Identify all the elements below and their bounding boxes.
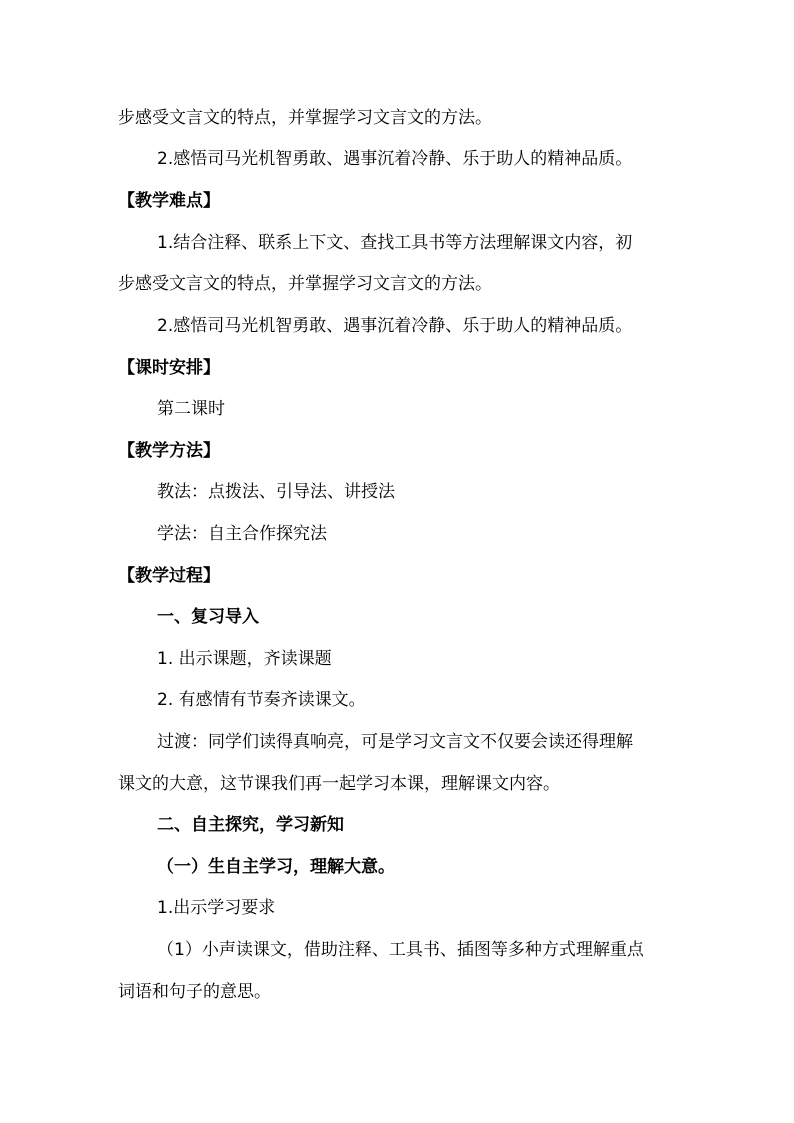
process-step-1-heading: 一、复习导入 [157,607,259,627]
learning-requirements-title: 1.出示学习要求 [157,898,276,918]
process-substep-heading: （一）生自主学习，理解大意。 [157,857,395,877]
section-heading-methods: 【教学方法】 [118,441,220,461]
transition-paragraph-continuation: 课文的大意，这节课我们再一起学习本课，理解课文内容。 [118,774,560,794]
section-heading-process: 【教学过程】 [118,566,220,586]
process-step-2-heading: 二、自主探究，学习新知 [157,815,344,835]
difficulty-item-1-continuation: 步感受文言文的特点，并掌握学习文言文的方法。 [118,274,492,294]
learning-requirement-1-continuation: 词语和句子的意思。 [118,982,271,1002]
learning-method: 学法：自主合作探究法 [157,524,327,544]
objective-item-2: 2.感悟司马光机智勇敢、遇事沉着冷静、乐于助人的精神品质。 [157,149,633,169]
section-heading-difficulties: 【教学难点】 [118,191,220,211]
schedule-text: 第二课时 [157,399,225,419]
process-step-1-item-2: 2. 有感情有节奏齐读课文。 [157,690,366,710]
transition-paragraph: 过渡：同学们读得真响亮，可是学习文言文不仅要会读还得理解 [157,732,633,752]
learning-requirement-1: （1）小声读课文，借助注释、工具书、插图等多种方式理解重点 [157,940,644,960]
difficulty-item-2: 2.感悟司马光机智勇敢、遇事沉着冷静、乐于助人的精神品质。 [157,316,633,336]
teaching-method: 教法：点拨法、引导法、讲授法 [157,482,395,502]
process-step-1-item-1: 1. 出示课题，齐读课题 [157,649,332,669]
difficulty-item-1: 1.结合注释、联系上下文、查找工具书等方法理解课文内容，初 [157,233,633,253]
section-heading-schedule: 【课时安排】 [118,358,220,378]
paragraph-continuation: 步感受文言文的特点，并掌握学习文言文的方法。 [118,108,492,128]
